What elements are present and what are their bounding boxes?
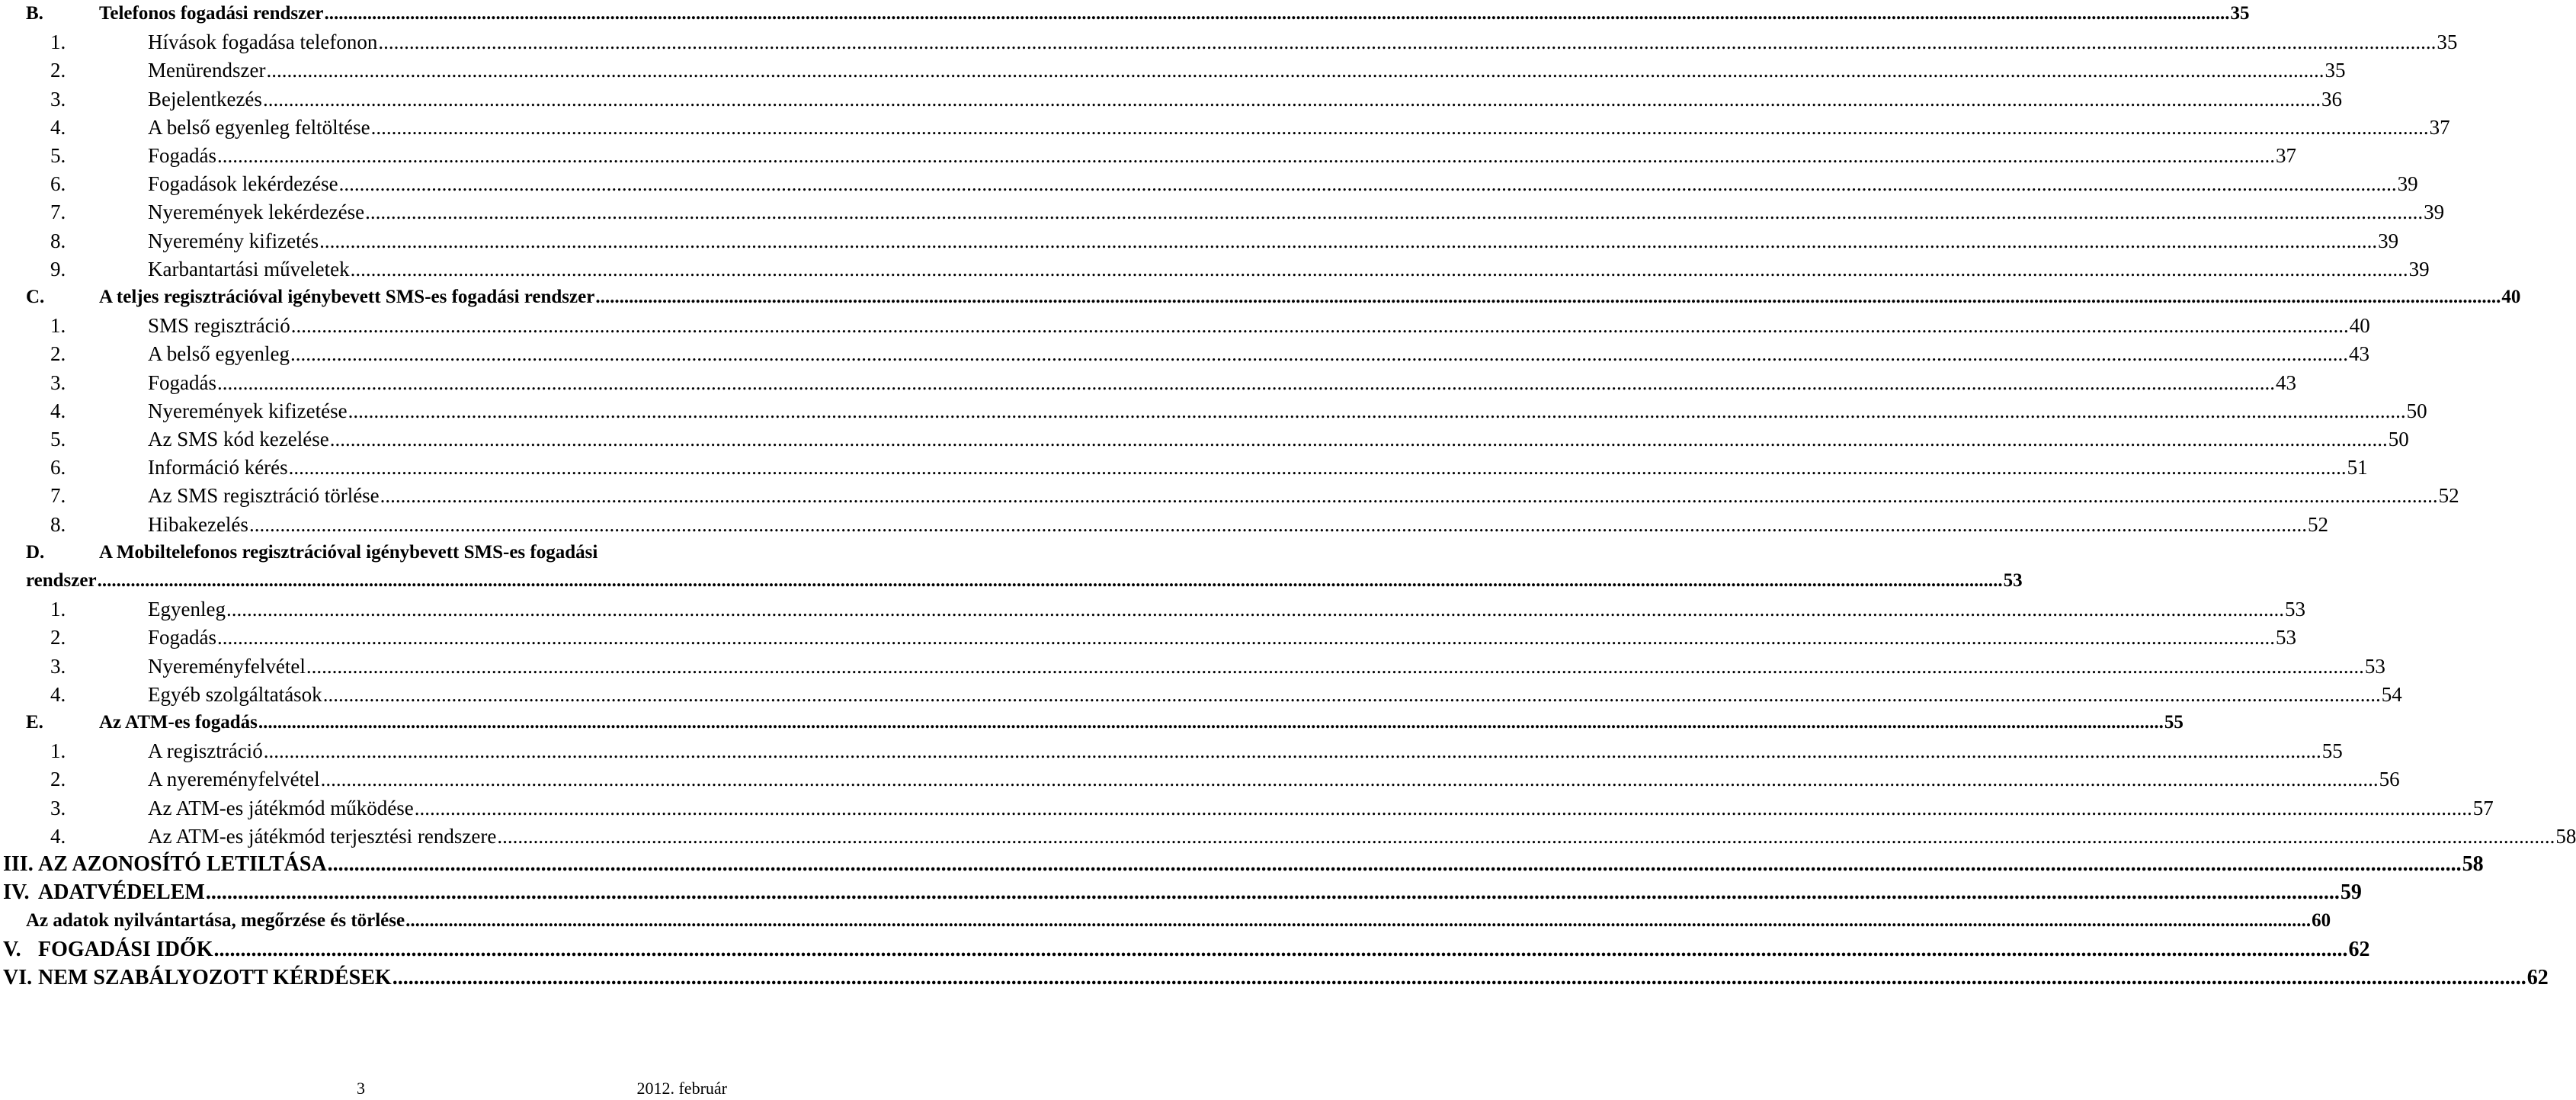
toc-entry-number: 1. bbox=[50, 598, 66, 621]
toc-entry-title: SMS regisztráció bbox=[148, 314, 290, 338]
toc-entry[interactable] bbox=[50, 681, 2402, 708]
toc-entry[interactable] bbox=[3, 879, 2362, 906]
toc-entry-page: 40 bbox=[2349, 314, 2370, 338]
toc-entry[interactable] bbox=[50, 653, 2385, 680]
toc-dot-leader: ................................................................................................................................................................................................................................................................................................................................................................................................................ bbox=[288, 456, 2347, 479]
toc-entry-title: ADATVÉDELEM bbox=[38, 880, 205, 905]
toc-entry-page: 52 bbox=[2438, 484, 2459, 508]
toc-entry[interactable] bbox=[3, 851, 2484, 878]
toc-entry-page: 37 bbox=[2429, 115, 2450, 139]
toc-entry-page: 62 bbox=[2526, 965, 2549, 989]
toc-entry[interactable] bbox=[26, 0, 2250, 27]
toc-entry-title: Az SMS kód kezelése bbox=[148, 428, 329, 451]
toc-entry-title: Hibakezelés bbox=[148, 512, 248, 536]
toc-entry-title: Telefonos fogadási rendszer bbox=[99, 3, 324, 24]
toc-entry[interactable] bbox=[50, 142, 2296, 169]
toc-entry[interactable] bbox=[50, 312, 2370, 339]
toc-entry-title: A regisztráció bbox=[148, 739, 263, 763]
toc-entry[interactable] bbox=[50, 397, 2427, 425]
toc-entry-page: 53 bbox=[2003, 570, 2023, 591]
toc-entry-page: 37 bbox=[2276, 144, 2296, 167]
toc-entry-page: 58 bbox=[2462, 852, 2484, 876]
toc-entry-title: Az ATM-es játékmód terjesztési rendszere bbox=[148, 824, 497, 848]
toc-entry-title: Nyereményfelvétel bbox=[148, 654, 306, 678]
toc-entry-number: B. bbox=[26, 3, 43, 24]
toc-dot-leader: ................................................................................................................................................................................................................................................................................................................................................................................................................ bbox=[97, 570, 2003, 591]
toc-entry[interactable] bbox=[50, 85, 2342, 113]
toc-dot-leader: ................................................................................................................................................................................................................................................................................................................................................................................................................ bbox=[290, 314, 2349, 338]
toc-dot-leader: ................................................................................................................................................................................................................................................................................................................................................................................................................ bbox=[248, 512, 2307, 536]
toc-entry-title: Hívások fogadása telefonon bbox=[148, 30, 378, 54]
toc-entry-page: 51 bbox=[2347, 456, 2368, 479]
toc-dot-leader: ................................................................................................................................................................................................................................................................................................................................................................................................................ bbox=[320, 768, 2379, 791]
toc-dot-leader: ................................................................................................................................................................................................................................................................................................................................................................................................................ bbox=[258, 712, 2164, 733]
toc-entry-page: 57 bbox=[2472, 796, 2494, 819]
toc-entry-page: 62 bbox=[2348, 937, 2370, 961]
toc-dot-leader: ................................................................................................................................................................................................................................................................................................................................................................................................................ bbox=[370, 115, 2429, 139]
toc-dot-leader: ................................................................................................................................................................................................................................................................................................................................................................................................................ bbox=[392, 965, 2526, 989]
toc-entry[interactable] bbox=[50, 198, 2445, 226]
toc-dot-leader: ................................................................................................................................................................................................................................................................................................................................................................................................................ bbox=[262, 87, 2321, 111]
toc-entry-page: 58 bbox=[2555, 824, 2576, 848]
toc-entry-title: Fogadás bbox=[148, 144, 216, 167]
toc-dot-leader: ................................................................................................................................................................................................................................................................................................................................................................................................................ bbox=[217, 370, 2275, 394]
toc-entry-number: 2. bbox=[50, 768, 66, 791]
toc-dot-leader: ................................................................................................................................................................................................................................................................................................................................................................................................................ bbox=[365, 200, 2424, 224]
toc-entry-title: A belső egyenleg feltöltése bbox=[148, 115, 370, 139]
toc-entry-page: 56 bbox=[2379, 768, 2400, 791]
toc-dot-leader: ................................................................................................................................................................................................................................................................................................................................................................................................................ bbox=[327, 852, 2462, 876]
toc-entry[interactable] bbox=[26, 284, 2521, 311]
toc-entry-page: 52 bbox=[2307, 512, 2328, 536]
toc-dot-leader: ................................................................................................................................................................................................................................................................................................................................................................................................................ bbox=[263, 739, 2321, 763]
toc-entry-title: AZ AZONOSÍTÓ LETILTÁSA bbox=[38, 852, 327, 876]
toc-entry-number: D. bbox=[26, 541, 45, 563]
toc-dot-leader: ................................................................................................................................................................................................................................................................................................................................................................................................................ bbox=[319, 229, 2378, 252]
toc-entry-number: 1. bbox=[50, 739, 66, 763]
toc-entry[interactable] bbox=[50, 369, 2296, 396]
toc-entry-number: 6. bbox=[50, 456, 66, 479]
toc-dot-leader: ................................................................................................................................................................................................................................................................................................................................................................................................................ bbox=[380, 484, 2438, 508]
toc-entry-title: Menürendszer bbox=[148, 59, 266, 82]
toc-entry[interactable] bbox=[26, 907, 2331, 935]
toc-entry-title: A belső egyenleg bbox=[148, 342, 290, 366]
toc-entry-page: 53 bbox=[2284, 598, 2305, 621]
toc-entry-number: 4. bbox=[50, 824, 66, 848]
toc-entry-number: 6. bbox=[50, 172, 66, 196]
toc-entry-title: Egyéb szolgáltatások bbox=[148, 682, 322, 706]
toc-entry-page: 35 bbox=[2230, 3, 2250, 24]
toc-entry-number: E. bbox=[26, 712, 43, 733]
toc-entry-title: Fogadás bbox=[148, 370, 216, 394]
toc-entry[interactable] bbox=[50, 737, 2343, 765]
toc-entry[interactable] bbox=[50, 624, 2296, 651]
toc-entry-number: 1. bbox=[50, 30, 66, 54]
toc-entry-page: 55 bbox=[2164, 712, 2184, 733]
toc-entry-title: FOGADÁSI IDŐK bbox=[38, 937, 213, 961]
toc-entry[interactable] bbox=[50, 765, 2400, 793]
toc-entry-title: Az SMS regisztráció törlése bbox=[148, 484, 380, 508]
toc-entry-page: 54 bbox=[2381, 682, 2402, 706]
toc-entry[interactable] bbox=[50, 823, 2576, 850]
toc-entry-number: 9. bbox=[50, 257, 66, 281]
toc-entry-number: 3. bbox=[50, 654, 66, 678]
toc-dot-leader: ................................................................................................................................................................................................................................................................................................................................................................................................................ bbox=[338, 172, 2397, 196]
toc-entry-page: 60 bbox=[2312, 910, 2331, 932]
toc-entry-title: Egyenleg bbox=[148, 598, 226, 621]
toc-entry-number: IV. bbox=[3, 880, 30, 905]
toc-entry-title: A nyereményfelvétel bbox=[148, 768, 320, 791]
toc-entry-page: 50 bbox=[2406, 399, 2427, 422]
toc-entry-page: 39 bbox=[2424, 200, 2445, 224]
toc-entry-page: 35 bbox=[2437, 30, 2458, 54]
toc-entry-number: 4. bbox=[50, 399, 66, 422]
toc-entry[interactable] bbox=[50, 595, 2305, 623]
toc-entry-number: 3. bbox=[50, 796, 66, 819]
toc-entry[interactable] bbox=[3, 964, 2549, 992]
toc-entry[interactable] bbox=[50, 28, 2458, 56]
toc-entry-title-continued: rendszer bbox=[26, 570, 97, 591]
footer-date: 2012. február bbox=[636, 1079, 727, 1098]
toc-entry[interactable] bbox=[50, 227, 2399, 255]
toc-dot-leader: ................................................................................................................................................................................................................................................................................................................................................................................................................ bbox=[217, 144, 2275, 167]
toc-dot-leader: ................................................................................................................................................................................................................................................................................................................................................................................................................ bbox=[322, 682, 2381, 706]
toc-entry-number: 4. bbox=[50, 682, 66, 706]
toc-entry-page: 59 bbox=[2340, 880, 2362, 905]
toc-entry-page: 43 bbox=[2276, 370, 2296, 394]
toc-entry-number: C. bbox=[26, 287, 45, 307]
toc-dot-leader: ................................................................................................................................................................................................................................................................................................................................................................................................................ bbox=[414, 796, 2472, 819]
toc-entry-title: Az ATM-es fogadás bbox=[99, 712, 258, 733]
toc-entry-page: 43 bbox=[2348, 342, 2369, 366]
toc-entry[interactable] bbox=[50, 511, 2328, 538]
toc-entry-heading[interactable] bbox=[26, 539, 598, 566]
toc-entry-number: VI. bbox=[3, 965, 33, 989]
toc-entry[interactable] bbox=[3, 936, 2370, 964]
toc-entry-page: 35 bbox=[2324, 59, 2346, 82]
toc-dot-leader: ................................................................................................................................................................................................................................................................................................................................................................................................................ bbox=[205, 880, 2340, 905]
toc-dot-leader: ................................................................................................................................................................................................................................................................................................................................................................................................................ bbox=[217, 626, 2275, 649]
toc-entry-title: A Mobiltelefonos regisztrációval igénybevett SMS-es fogadási bbox=[99, 541, 598, 563]
toc-entry-title: Fogadások lekérdezése bbox=[148, 172, 338, 196]
toc-entry-number: 5. bbox=[50, 428, 66, 451]
toc-entry-number: 5. bbox=[50, 144, 66, 167]
toc-entry-page: 39 bbox=[2397, 172, 2418, 196]
toc-dot-leader: ................................................................................................................................................................................................................................................................................................................................................................................................................ bbox=[213, 937, 2348, 961]
toc-dot-leader: ................................................................................................................................................................................................................................................................................................................................................................................................................ bbox=[595, 287, 2501, 307]
toc-entry-number: 7. bbox=[50, 200, 66, 224]
toc-entry-title: Karbantartási műveletek bbox=[148, 257, 350, 281]
toc-entry-number: 3. bbox=[50, 87, 66, 111]
toc-entry-number: 2. bbox=[50, 59, 66, 82]
toc-entry-page: 40 bbox=[2501, 287, 2521, 307]
toc-entry[interactable] bbox=[50, 454, 2368, 481]
toc-entry-number: 4. bbox=[50, 115, 66, 139]
toc-entry-number: 8. bbox=[50, 512, 66, 536]
toc-entry[interactable] bbox=[26, 709, 2184, 736]
toc-entry[interactable] bbox=[50, 340, 2369, 367]
toc-dot-leader: ................................................................................................................................................................................................................................................................................................................................................................................................................ bbox=[405, 910, 2312, 932]
toc-entry-number: 3. bbox=[50, 370, 66, 394]
toc-entry-number: V. bbox=[3, 937, 21, 961]
toc-entry[interactable] bbox=[50, 482, 2459, 509]
toc-entry-title: Az ATM-es játékmód működése bbox=[148, 796, 414, 819]
toc-entry-page: 36 bbox=[2321, 87, 2342, 111]
toc-entry-title: Bejelentkezés bbox=[148, 87, 262, 111]
toc-entry[interactable] bbox=[50, 170, 2418, 197]
toc-dot-leader: ................................................................................................................................................................................................................................................................................................................................................................................................................ bbox=[290, 342, 2348, 366]
toc-entry-title: Információ kérés bbox=[148, 456, 288, 479]
toc-dot-leader: ................................................................................................................................................................................................................................................................................................................................................................................................................ bbox=[350, 257, 2408, 281]
toc-dot-leader: ................................................................................................................................................................................................................................................................................................................................................................................................................ bbox=[226, 598, 2284, 621]
toc-entry[interactable] bbox=[50, 255, 2430, 283]
toc-entry-page: 53 bbox=[2364, 654, 2385, 678]
toc-dot-leader: ................................................................................................................................................................................................................................................................................................................................................................................................................ bbox=[306, 654, 2364, 678]
footer-page-number: 3 bbox=[357, 1079, 365, 1098]
toc-entry-title: A teljes regisztrációval igénybevett SMS-es fogadási rendszer bbox=[99, 287, 595, 307]
toc-entry[interactable] bbox=[50, 794, 2494, 822]
toc-dot-leader: ................................................................................................................................................................................................................................................................................................................................................................................................................ bbox=[378, 30, 2437, 54]
toc-entry[interactable] bbox=[50, 114, 2450, 141]
toc-entry-page: 39 bbox=[2378, 229, 2399, 252]
toc-dot-leader: ................................................................................................................................................................................................................................................................................................................................................................................................................ bbox=[266, 59, 2324, 82]
toc-dot-leader: ................................................................................................................................................................................................................................................................................................................................................................................................................ bbox=[329, 428, 2388, 451]
toc-entry-number: 1. bbox=[50, 314, 66, 338]
toc-entry-title: Fogadás bbox=[148, 626, 216, 649]
toc-entry-number: III. bbox=[3, 852, 34, 876]
toc-entry-number: 2. bbox=[50, 626, 66, 649]
toc-dot-leader: ................................................................................................................................................................................................................................................................................................................................................................................................................ bbox=[324, 3, 2230, 24]
toc-dot-leader: ................................................................................................................................................................................................................................................................................................................................................................................................................ bbox=[348, 399, 2406, 422]
toc-entry-title: Nyeremények kifizetése bbox=[148, 399, 348, 422]
toc-entry[interactable] bbox=[50, 56, 2346, 84]
toc-entry-number: 2. bbox=[50, 342, 66, 366]
toc-entry-page: 50 bbox=[2388, 428, 2409, 451]
toc-entry-page: 55 bbox=[2321, 739, 2343, 763]
toc-entry-title: Nyeremények lekérdezése bbox=[148, 200, 365, 224]
toc-entry[interactable] bbox=[50, 425, 2409, 453]
toc-entry-continuation[interactable] bbox=[26, 567, 2023, 595]
toc-entry-page: 39 bbox=[2408, 257, 2430, 281]
toc-dot-leader: ................................................................................................................................................................................................................................................................................................................................................................................................................ bbox=[497, 824, 2555, 848]
toc-entry-number: 8. bbox=[50, 229, 66, 252]
toc-entry-title: Nyeremény kifizetés bbox=[148, 229, 319, 252]
toc-entry-title: NEM SZABÁLYOZOTT KÉRDÉSEK bbox=[38, 965, 392, 989]
toc-entry-page: 53 bbox=[2276, 626, 2296, 649]
toc-entry-number: 7. bbox=[50, 484, 66, 508]
toc-entry-title: Az adatok nyilvántartása, megőrzése és törlése bbox=[26, 910, 405, 932]
